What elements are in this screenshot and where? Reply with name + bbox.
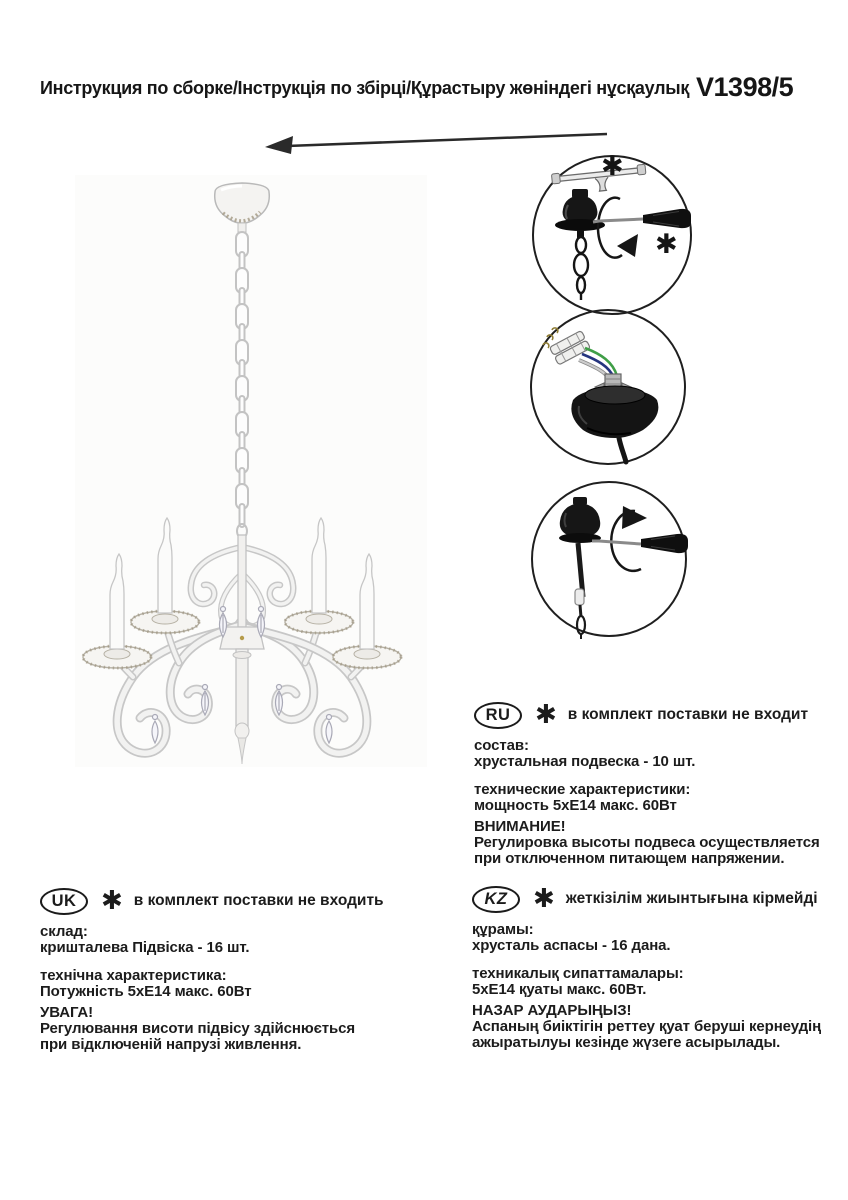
ru-warning-line1: Регулировка высоты подвеса осуществляется [474, 834, 820, 851]
uk-header-row [40, 886, 384, 916]
kz-warning-line2: ажыратылуы кезінде жүзеге асырылады. [472, 1034, 781, 1051]
uk-warning-line2: при відключеній напрузі живлення. [40, 1036, 302, 1053]
diagram-step-3-canopy-rod-fixing [525, 477, 695, 647]
canopy [559, 497, 601, 543]
kz-header-row [472, 884, 821, 914]
asterisk-icon: ✱ [535, 700, 557, 730]
kz-warning-line1: Аспаның биіктігін реттеу қуат беруші кернеудің [472, 1018, 822, 1035]
asterisk-icon: ✱ [655, 229, 678, 260]
hanging-rod [575, 543, 585, 639]
ru-specs-label: технические характеристики: [474, 781, 691, 798]
rotation-arrowhead [622, 506, 647, 529]
ru-composition [474, 738, 820, 770]
uk-specs [40, 968, 384, 1000]
terminal-blocks [549, 330, 590, 365]
uk-warning-line1: Регулювання висоти підвісу здійснюється [40, 1020, 356, 1037]
mounting-bracket [551, 164, 647, 196]
uk-warning [40, 1005, 384, 1053]
uk-specs-value: Потужність 5хЕ14 макс. 60Вт [40, 983, 252, 1000]
ru-specs-value: мощность 5хЕ14 макс. 60Вт [474, 797, 677, 814]
diagram-step-2-wire-terminal-connection [525, 304, 695, 474]
asterisk-icon: ✱ [101, 886, 123, 916]
ru-specs [474, 782, 820, 814]
title-text: Инструкция по сборке/Інструкція по збірці/Құрастыру жөніндегі нұсқаулық [40, 78, 690, 98]
ru-warning [474, 819, 820, 867]
section-kz [472, 884, 821, 1051]
ru-warning-line2: при отключенном питающем напряжении. [474, 850, 785, 867]
kz-note: жеткізілім жиынтығына кірмейді [565, 890, 818, 907]
screwdriver [593, 209, 691, 228]
asterisk-icon: ✱ [601, 151, 624, 182]
ru-composition-value: хрустальная подвеска - 10 шт. [474, 753, 696, 770]
kz-specs-value: 5хЕ14 қуаты макс. 60Вт. [472, 981, 647, 998]
ru-composition-label: состав: [474, 737, 529, 754]
kz-composition [472, 922, 821, 954]
uk-composition-value: кришталева Підвіска - 16 шт. [40, 939, 250, 956]
chain [574, 237, 588, 300]
uk-note: в комплект поставки не входить [133, 892, 384, 909]
uk-composition-label: склад: [40, 923, 88, 940]
uk-warning-title: УВАГА! [40, 1004, 94, 1021]
uk-specs-label: технічна характеристика: [40, 967, 227, 984]
ru-badge: RU [474, 702, 522, 729]
page-title [40, 72, 793, 103]
kz-specs [472, 966, 821, 998]
screwdriver [592, 534, 688, 553]
asterisk-icon: ✱ [533, 884, 555, 914]
power-cord [619, 438, 626, 462]
kz-composition-label: құрамы: [472, 921, 534, 938]
uk-composition [40, 924, 384, 956]
kz-warning [472, 1003, 821, 1051]
model-number: V1398/5 [696, 72, 794, 102]
section-uk [40, 886, 384, 1053]
diagram-step-1-canopy-screw-fixing [525, 145, 700, 320]
kz-specs-label: техникалық сипаттамалары: [472, 965, 684, 982]
ru-warning-title: ВНИМАНИЕ! [474, 818, 566, 835]
chandelier-illustration [55, 175, 445, 775]
chain [236, 232, 248, 538]
ru-note: в комплект поставки не входит [567, 706, 809, 723]
kz-composition-value: хрусталь аспасы - 16 дана. [472, 937, 671, 954]
rotation-arrowhead [617, 234, 638, 257]
section-ru [474, 700, 820, 867]
ru-header-row [474, 700, 820, 730]
kz-warning-title: НАЗАР АУДАРЫҢЫЗ! [472, 1002, 632, 1019]
uk-badge: UK [40, 888, 88, 915]
kz-badge: KZ [472, 886, 520, 913]
canopy-bowl [571, 386, 658, 438]
